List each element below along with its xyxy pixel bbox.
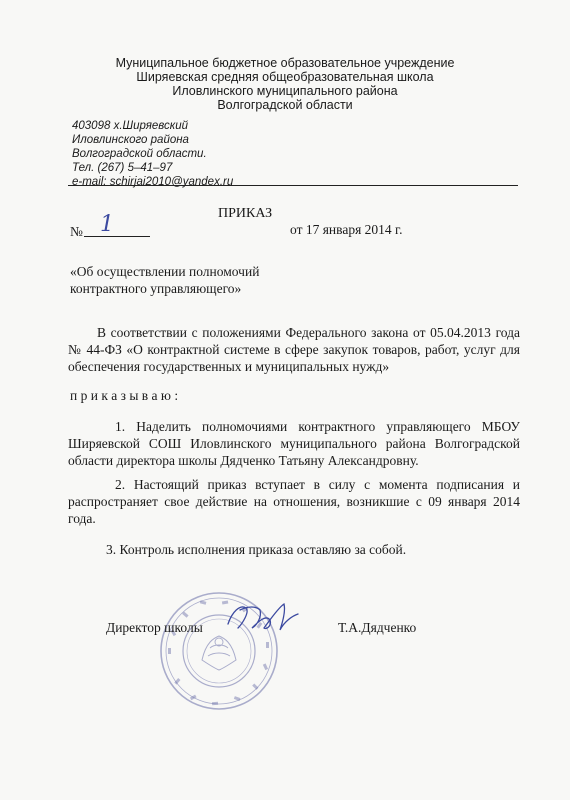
address-line3: Волгоградской области. — [72, 148, 207, 160]
org-name-line1: Муниципальное бюджетное образовательное учреждение — [115, 56, 455, 70]
order-item-1: 1. Наделить полномочиями контрактного управляющего МБОУ Ширяевской СОШ Иловлинского муниципального района Волгоградской области директора школы Дядченко Татьяну Александровну. — [68, 419, 520, 468]
address-line4: Тел. (267) 5–41–97 — [72, 162, 173, 174]
address-line1: 403098 х.Ширяевский — [72, 120, 189, 132]
handwritten-signature — [222, 594, 302, 640]
order-item-2: 2. Настоящий приказ вступает в силу с момента подписания и распространяет свое действие на отношения, возникшие с 09 января 2014 года. — [68, 477, 520, 526]
org-name-line2: Ширяевская средняя общеобразовательная школа — [136, 70, 434, 84]
signatory-name: Т.А.Дядченко — [338, 620, 417, 635]
order-word: п р и к а з ы в а ю : — [70, 388, 179, 403]
order-number-underline — [84, 236, 150, 237]
order-subject-line1: «Об осуществлении полномочий — [70, 264, 260, 279]
signatory-position: Директор школы — [106, 620, 203, 635]
order-item-3: 3. Контроль исполнения приказа оставляю за собой. — [106, 542, 407, 557]
preamble-paragraph: В соответствии с положениями Федерального закона от 05.04.2013 года № 44-ФЗ «О контрактной системе в сфере закупок товаров, работ, услуг для обеспечения государственных и муниципальных нужд» — [68, 325, 520, 374]
header-divider — [68, 185, 518, 186]
order-subject-line2: контрактного управляющего» — [70, 281, 242, 296]
org-name-line4: Волгоградской области — [217, 98, 353, 112]
org-name-line3: Иловлинского муниципального района — [172, 84, 398, 98]
address-line2: Иловлинского района — [72, 134, 189, 146]
order-date: от 17 января 2014 г. — [290, 222, 403, 237]
address-email: e-mail: schirjai2010@yandex.ru — [72, 176, 234, 188]
order-number-label: № — [70, 224, 83, 239]
order-number-handwritten: 1 — [100, 212, 114, 237]
order-title: ПРИКАЗ — [218, 206, 273, 221]
